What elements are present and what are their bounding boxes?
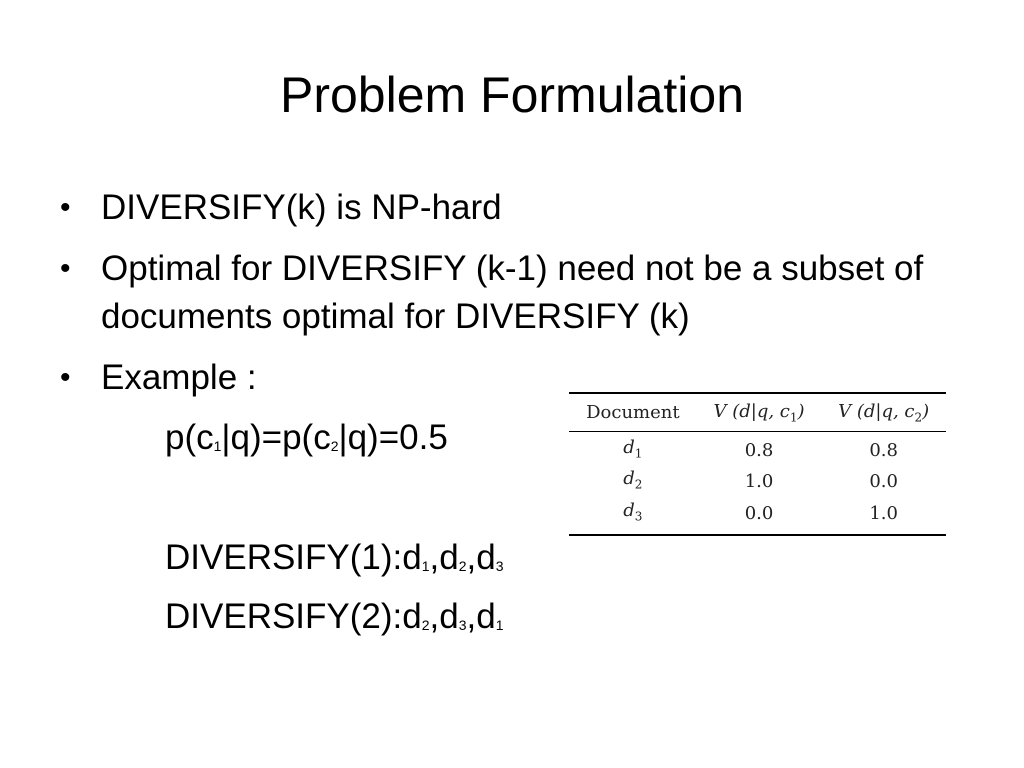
bullet-dot-icon: • xyxy=(60,252,71,285)
bullet-text: Example : xyxy=(101,358,257,397)
cell-v-c1: 1.0 xyxy=(744,471,774,493)
table-row xyxy=(569,498,946,536)
cell-v-c2: 0.0 xyxy=(869,471,898,493)
cell-v-c1: 0.8 xyxy=(744,439,774,461)
bullet-list xyxy=(58,184,988,415)
column-header-v-c1: V (d|q, $c_1$) xyxy=(697,393,822,431)
cell-v-c1: 0.0 xyxy=(744,503,774,525)
bullet-dot-icon: • xyxy=(60,361,71,394)
slide-title: Problem Formulation xyxy=(279,67,745,123)
example-diversify-2-line: $DIVERSIFY(2):d_2,d_3,d_1$ xyxy=(165,597,504,636)
column-header-v-c2: V (d|q, $c_2$) xyxy=(821,393,946,431)
column-header-document: Document xyxy=(569,393,697,431)
cell-document: $d_2$ xyxy=(623,468,643,492)
example-probability-line: $p(c_1|q)=p(c_2|q)=0.5$ xyxy=(165,418,448,457)
table-row xyxy=(569,431,946,466)
document-value-table-container xyxy=(569,392,946,536)
bullet-item xyxy=(58,245,988,341)
example-diversify-1-line: $DIVERSIFY(1):d_1,d_2,d_3$ xyxy=(165,538,504,577)
cell-v-c2: 0.8 xyxy=(869,439,898,461)
bullet-dot-icon: • xyxy=(60,191,71,224)
bullet-item xyxy=(58,184,988,232)
cell-document: $d_3$ xyxy=(623,499,643,524)
cell-v-c2: 1.0 xyxy=(869,503,898,525)
document-value-table xyxy=(569,392,946,536)
cell-document: $d_1$ xyxy=(623,436,643,461)
bullet-text: DIVERSIFY(k) is NP-hard xyxy=(101,188,502,227)
table-row xyxy=(569,466,946,498)
table-header-row xyxy=(569,393,946,431)
bullet-text: Optimal for DIVERSIFY (k-1) need not be a subset of documents optimal for DIVERSIFY (k) xyxy=(101,249,924,336)
